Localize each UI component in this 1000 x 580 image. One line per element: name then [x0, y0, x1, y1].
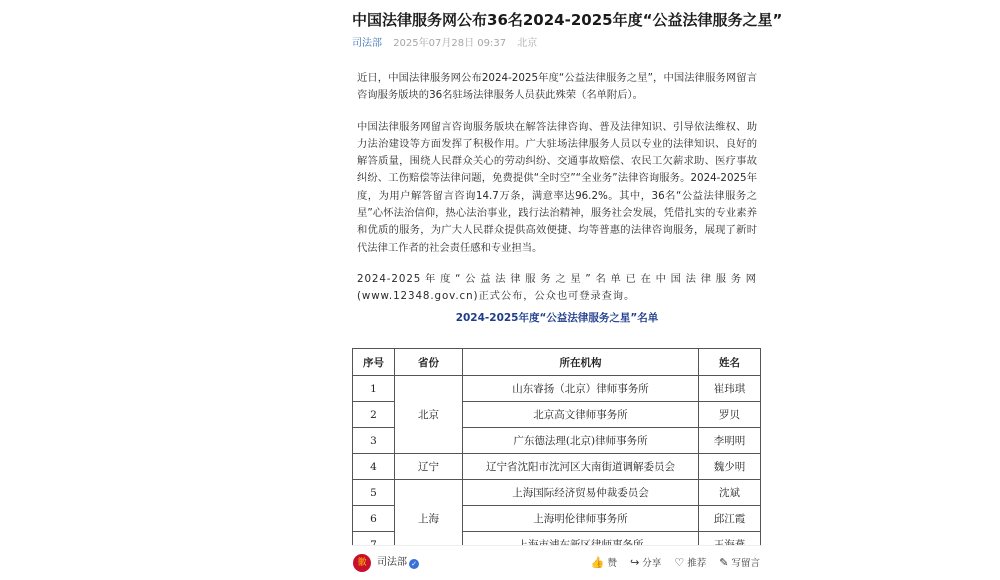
table-row — [353, 376, 761, 402]
article-body — [357, 70, 757, 320]
verified-icon: ✓ — [409, 559, 419, 569]
table-title: 2024-2025年度“公益法律服务之星”名单 — [455, 312, 659, 324]
thumb-up-icon: 👍 — [590, 556, 605, 569]
heart-icon: ♡ — [674, 556, 685, 569]
author-label: 司法部 — [377, 557, 407, 568]
cell-no: 4 — [353, 454, 395, 480]
cell-org: 辽宁省沈阳市沈河区大南街道调解委员会 — [463, 454, 699, 480]
cell-name: 李明明 — [699, 428, 761, 454]
cell-org: 山东睿扬（北京）律师事务所 — [463, 376, 699, 402]
share-label: 分享 — [642, 558, 662, 569]
cell-name: 魏少明 — [699, 454, 761, 480]
cell-name: 罗贝 — [699, 402, 761, 428]
cell-no: 1 — [353, 376, 395, 402]
recommend-label: 推荐 — [687, 558, 707, 569]
like-label: 赞 — [607, 558, 618, 569]
cell-org: 北京高文律师事务所 — [463, 402, 699, 428]
author-avatar[interactable]: 徽 — [353, 554, 371, 572]
bottom-action-bar — [352, 545, 762, 580]
author-name[interactable] — [377, 556, 419, 570]
action-group — [581, 556, 760, 571]
table-row — [353, 480, 761, 506]
table-row — [353, 454, 761, 480]
article-meta — [352, 37, 545, 51]
article-title: 中国法律服务网公布36名2024-2025年度“公益法律服务之星” — [352, 11, 783, 29]
header-no: 序号 — [353, 349, 395, 376]
paragraph-2: 中国法律服务网留言咨询服务版块在解答法律咨询、普及法律知识、引导依法维权、助力法治建设等方面发挥了积极作用。广大驻场法律服务人员以专业的法律知识、良好的解答质量，围绕人民群众关心的劳动纠纷、交通事故赔偿、农民工欠薪求助、医疗事故纠纷、工伤赔偿等法律问题，免费提供“全时空”“全业务”法律咨询服务。2024-2025年度，为用户解答留言咨询14.7万条，满意率达96.2%。其中，36名“公益法律服务之星”心怀法治信仰，热心法治事业，践行法治精神，服务社会发展，凭借扎实的专业素养和优质的服务，为广大人民群众提供高效便捷、均等普惠的法律咨询服务，展现了新时代法律工作者的社会责任感和专业担当。 — [357, 120, 757, 254]
recommend-button[interactable] — [674, 556, 706, 571]
article-location: 北京 — [517, 38, 538, 49]
comment-label: 写留言 — [731, 558, 760, 569]
table-header-row — [353, 349, 761, 376]
cell-name: 邱江霞 — [699, 506, 761, 532]
cell-org: 上海明伦律师事务所 — [463, 506, 699, 532]
share-button[interactable] — [630, 556, 661, 571]
header-name: 姓名 — [699, 349, 761, 376]
paragraph-1: 近日，中国法律服务网公布2024-2025年度“公益法律服务之星”，中国法律服务网留言咨询服务版块的36名驻场法律服务人员获此殊荣（名单附后）。 — [357, 72, 757, 102]
cell-org: 上海国际经济贸易仲裁委员会 — [463, 480, 699, 506]
header-province: 省份 — [395, 349, 463, 376]
comment-button[interactable] — [719, 556, 760, 571]
cell-province: 辽宁 — [395, 454, 463, 480]
cell-name: 崔玮琪 — [699, 376, 761, 402]
cell-no: 6 — [353, 506, 395, 532]
article-column — [352, 0, 783, 579]
article-source-link[interactable]: 司法部 — [352, 38, 382, 49]
cell-province: 北京 — [395, 376, 463, 454]
like-button[interactable] — [591, 556, 617, 571]
article-time: 2025年07月28日 09:37 — [393, 38, 507, 49]
cell-name: 沈斌 — [699, 480, 761, 506]
header-org: 所在机构 — [463, 349, 699, 376]
cell-province: 上海 — [395, 480, 463, 558]
cell-org: 广东德法理(北京)律师事务所 — [463, 428, 699, 454]
cell-no: 2 — [353, 402, 395, 428]
share-icon: ↪ — [630, 556, 640, 569]
cell-no: 3 — [353, 428, 395, 454]
comment-icon: ✎ — [719, 556, 729, 569]
paragraph-3: 2024-2025年度“公益法律服务之星”名单已在中国法律服务网(www.12348.gov.cn)正式公布，公众也可登录查询。 — [357, 272, 757, 303]
winners-table — [352, 348, 761, 558]
cell-no: 5 — [353, 480, 395, 506]
